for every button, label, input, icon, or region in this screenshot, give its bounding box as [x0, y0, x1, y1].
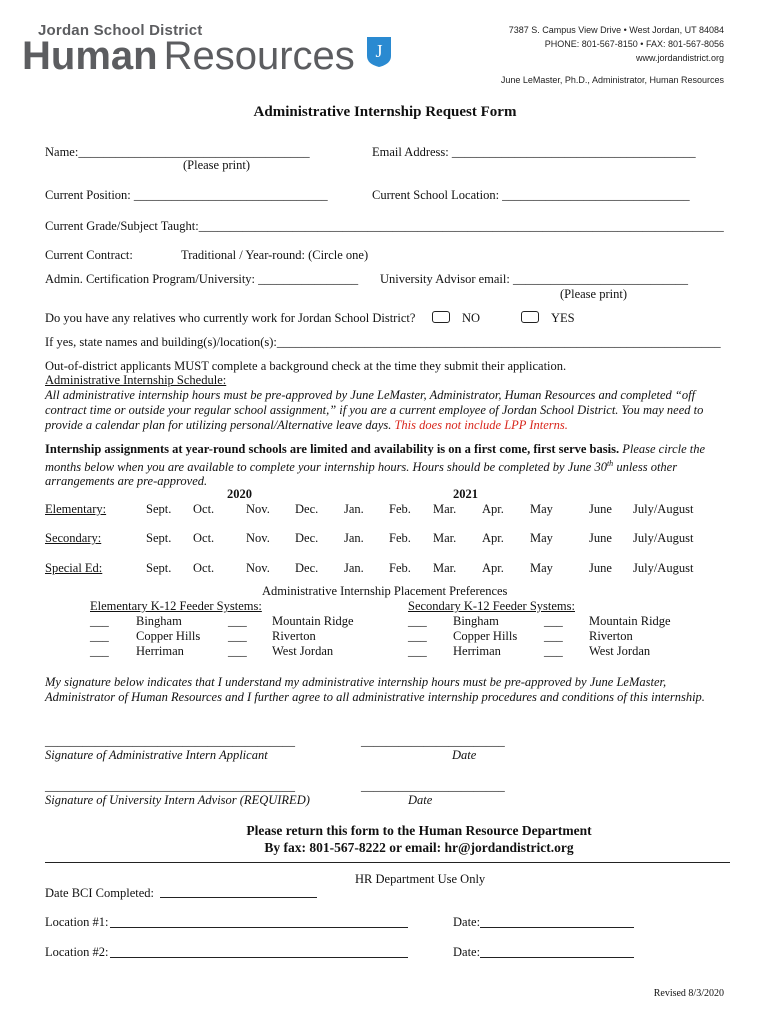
logo-badge-icon	[366, 36, 392, 68]
svg-text:J: J	[375, 41, 383, 61]
relatives-question: Do you have any relatives who currently work for Jordan School District?	[45, 311, 416, 325]
header-address: 7387 S. Campus View Drive • West Jordan, UT 84084	[508, 25, 724, 35]
contract-label: Current Contract:	[45, 248, 133, 262]
bci-date-input[interactable]	[160, 897, 317, 898]
header-phone-fax: PHONE: 801-567-8150 • FAX: 801-567-8056	[544, 39, 724, 49]
placement-school-name: Herriman	[453, 644, 501, 658]
applicant-signature-line[interactable]: ________________________________________	[45, 734, 295, 748]
month-option[interactable]: Mar.	[433, 531, 457, 545]
month-option[interactable]: Oct.	[193, 531, 215, 545]
placement-checkbox-blank[interactable]: ___	[408, 614, 427, 628]
placement-school-name: Herriman	[136, 644, 184, 658]
month-option[interactable]: June	[589, 502, 612, 516]
placement-school-name: West Jordan	[272, 644, 334, 658]
month-option[interactable]: Mar.	[433, 502, 457, 516]
revised-date: Revised 8/3/2020	[653, 988, 724, 999]
schedule-row-label: Elementary:	[45, 502, 107, 516]
placement-checkbox-blank[interactable]: ___	[544, 644, 563, 658]
month-option[interactable]: Nov.	[246, 502, 270, 516]
schedule-text-3-main: provide a calendar plan for utilizing personal/Alternative leave days.	[45, 418, 392, 432]
month-option[interactable]: Feb.	[389, 531, 411, 545]
year-2020: 2020	[227, 487, 252, 501]
placement-checkbox-blank[interactable]: ___	[228, 629, 247, 643]
month-option[interactable]: Nov.	[246, 531, 270, 545]
logo-word-human: Human	[22, 34, 158, 78]
month-option[interactable]: Apr.	[482, 531, 504, 545]
advisor-date-line[interactable]: _______________________	[361, 779, 505, 793]
placement-school-name: Mountain Ridge	[272, 614, 354, 628]
placement-school-name: Riverton	[589, 629, 633, 643]
placement-school-name: West Jordan	[589, 644, 651, 658]
placement-school-name: Mountain Ridge	[589, 614, 671, 628]
month-option[interactable]: Sept.	[146, 502, 172, 516]
year-round-italic-3: arrangements are pre-approved.	[45, 474, 208, 489]
month-option[interactable]: Feb.	[389, 502, 411, 516]
location-2-input[interactable]	[110, 957, 408, 958]
email-field[interactable]: Email Address: _______________________________________	[372, 145, 696, 159]
year-round-bold: Internship assignments at year-round schools are limited and availability is on a first come, first serve basis.	[45, 442, 620, 456]
month-option[interactable]: Jan.	[344, 561, 364, 575]
location-2-date-label: Date:	[453, 945, 481, 959]
placement-school-name: Copper Hills	[453, 629, 518, 643]
schedule-row-label: Special Ed:	[45, 561, 103, 575]
hr-use-only-heading: HR Department Use Only	[355, 872, 486, 886]
year-2021: 2021	[453, 487, 478, 501]
placement-school-name: Riverton	[272, 629, 316, 643]
location-2-label: Location #2:	[45, 945, 109, 959]
no-label: NO	[462, 311, 481, 325]
placement-checkbox-blank[interactable]: ___	[228, 644, 247, 658]
placement-checkbox-blank[interactable]: ___	[544, 614, 563, 628]
placement-checkbox-blank[interactable]: ___	[90, 614, 109, 628]
month-option[interactable]: July/August	[633, 531, 694, 545]
year-round-italic-2: months below when you are available to complete your internship hours. Hours should be completed by June 30	[45, 459, 607, 474]
month-option[interactable]: Dec.	[295, 502, 319, 516]
location-1-label: Location #1:	[45, 915, 109, 929]
current-school-field[interactable]: Current School Location: ______________________________	[372, 188, 690, 202]
month-option[interactable]: Apr.	[482, 561, 504, 575]
month-option[interactable]: July/August	[633, 502, 694, 516]
location-1-date-label: Date:	[453, 915, 481, 929]
month-option[interactable]: June	[589, 531, 612, 545]
please-print-label: (Please print)	[183, 158, 250, 172]
placement-school-name: Bingham	[453, 614, 499, 628]
placement-checkbox-blank[interactable]: ___	[90, 629, 109, 643]
location-2-date-input[interactable]	[480, 957, 634, 958]
current-position-field[interactable]: Current Position: _______________________________	[45, 188, 328, 202]
year-round-sup: th	[606, 458, 614, 468]
please-print-label-2: (Please print)	[560, 287, 627, 301]
schedule-text-3	[45, 418, 568, 433]
background-check-text: Out-of-district applicants MUST complete a background check at the time they submit their application.	[45, 359, 567, 373]
lpp-note: This does not include LPP Interns.	[394, 418, 568, 432]
placement-school-name: Bingham	[136, 614, 182, 628]
year-round-italic-2b: unless other	[616, 459, 678, 474]
placement-heading: Administrative Internship Placement Preferences	[262, 584, 508, 598]
month-option[interactable]: Apr.	[482, 502, 504, 516]
divider-line	[45, 862, 730, 863]
admin-cert-field[interactable]: Admin. Certification Program/University: ________________	[45, 272, 359, 286]
yes-label: YES	[551, 311, 575, 325]
header-website: www.jordandistrict.org	[635, 53, 724, 63]
month-option[interactable]: Sept.	[146, 531, 172, 545]
bci-date-label: Date BCI Completed:	[45, 886, 155, 900]
applicant-date-line[interactable]: _______________________	[361, 734, 505, 748]
advisor-date-label: Date	[408, 793, 433, 807]
header-administrator: June LeMaster, Ph.D., Administrator, Human Resources	[500, 75, 724, 85]
schedule-heading: Administrative Internship Schedule:	[45, 373, 227, 387]
month-option[interactable]: Oct.	[193, 561, 215, 575]
applicant-date-label: Date	[452, 748, 477, 762]
grade-subject-field[interactable]: Current Grade/Subject Taught:____________________________________________________________________________________	[45, 219, 724, 233]
month-option[interactable]: Jan.	[344, 502, 364, 516]
advisor-signature-line[interactable]: ________________________________________	[45, 779, 295, 793]
month-option[interactable]: July/August	[633, 561, 694, 575]
month-option[interactable]: May	[530, 502, 553, 516]
month-option[interactable]: Dec.	[295, 561, 319, 575]
advisor-signature-label: Signature of University Intern Advisor (REQUIRED)	[45, 793, 310, 807]
applicant-signature-label: Signature of Administrative Intern Applicant	[45, 748, 268, 762]
logo	[22, 36, 355, 76]
form-title: Administrative Internship Request Form	[253, 104, 517, 120]
logo-word-resources: Resources	[163, 34, 355, 78]
schedule-text-2: contract time or outside your regular school assignment,” if you are a current employee of Jordan School District. You may need to	[45, 403, 704, 417]
month-option[interactable]: May	[530, 561, 553, 575]
month-option[interactable]: June	[589, 561, 612, 575]
placement-checkbox-blank[interactable]: ___	[408, 644, 427, 658]
year-round-paragraph	[45, 442, 730, 489]
return-instructions-1: Please return this form to the Human Resource Department	[246, 823, 592, 838]
location-1-input[interactable]	[110, 927, 408, 928]
month-option[interactable]: Sept.	[146, 561, 172, 575]
placement-checkbox-blank[interactable]: ___	[408, 629, 427, 643]
name-field[interactable]: Name:_____________________________________	[45, 145, 310, 159]
year-round-italic-1: Please circle the	[622, 442, 706, 456]
yes-checkbox[interactable]	[521, 311, 539, 323]
month-option[interactable]: Nov.	[246, 561, 270, 575]
placement-checkbox-blank[interactable]: ___	[228, 614, 247, 628]
month-option[interactable]: Mar.	[433, 561, 457, 575]
relatives-names-field[interactable]: If yes, state names and building(s)/location(s):_______________________________________________________________________	[45, 335, 721, 349]
logo-district-text: Jordan School District	[38, 22, 203, 39]
month-option[interactable]: Jan.	[344, 531, 364, 545]
placement-checkbox-blank[interactable]: ___	[544, 629, 563, 643]
schedule-text-1: All administrative internship hours must be pre-approved by June LeMaster, Administrator, Human Resources and completed “off	[45, 388, 696, 402]
contract-options[interactable]: Traditional / Year-round: (Circle one)	[181, 248, 369, 262]
no-checkbox[interactable]	[432, 311, 450, 323]
month-option[interactable]: May	[530, 531, 553, 545]
signature-text-1: My signature below indicates that I understand my administrative internship hours must be pre-approved by June LeMaster,	[45, 675, 667, 689]
month-option[interactable]: Dec.	[295, 531, 319, 545]
placement-checkbox-blank[interactable]: ___	[90, 644, 109, 658]
placement-school-name: Copper Hills	[136, 629, 201, 643]
advisor-email-field[interactable]: University Advisor email: ____________________________	[380, 272, 688, 286]
signature-text-2: Administrator of Human Resources and I further agree to all administrative internship procedures and conditions of this internship.	[45, 690, 705, 704]
return-instructions-2: By fax: 801-567-8222 or email: hr@jordandistrict.org	[264, 840, 574, 855]
location-1-date-input[interactable]	[480, 927, 634, 928]
secondary-feeder-heading: Secondary K-12 Feeder Systems:	[408, 599, 575, 613]
elementary-feeder-heading: Elementary K-12 Feeder Systems:	[90, 599, 262, 613]
schedule-row-label: Secondary:	[45, 531, 102, 545]
month-option[interactable]: Feb.	[389, 561, 411, 575]
month-option[interactable]: Oct.	[193, 502, 215, 516]
